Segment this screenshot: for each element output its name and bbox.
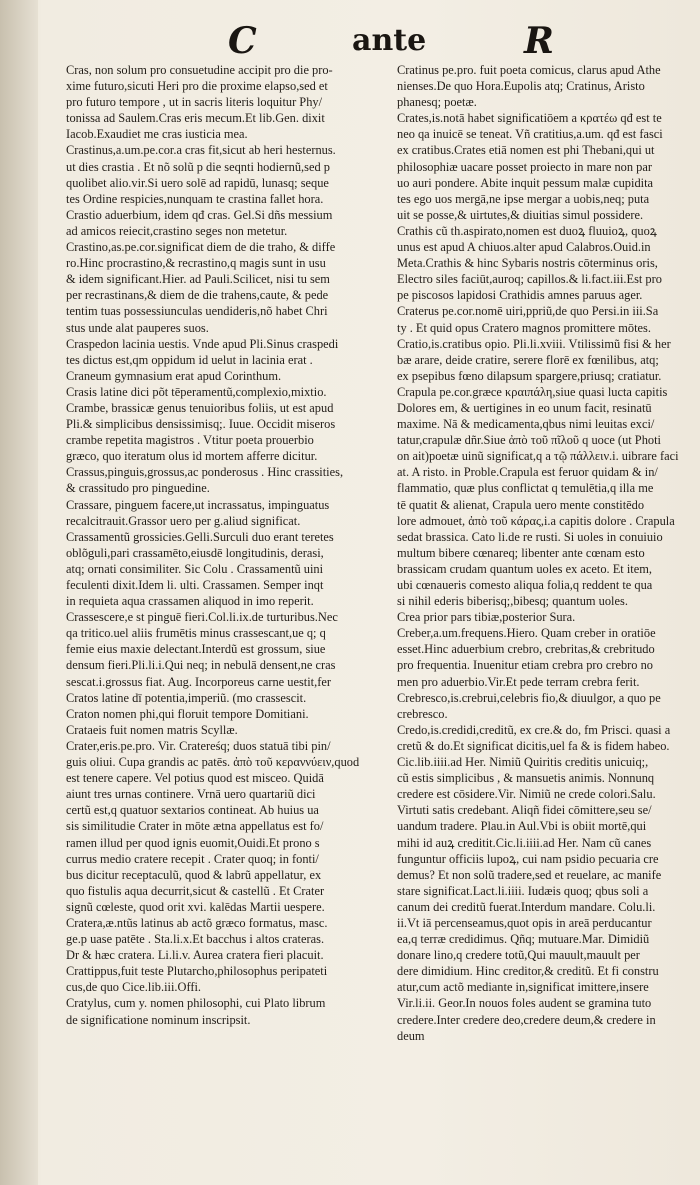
text-line: Cratio,is.cratibus opio. Pli.li.xviii. Vtilissimũ fisi & her xyxy=(397,336,671,351)
text-line: flammatio, quæ plus conflictat q temulētia,q illa me xyxy=(397,481,654,496)
text-line: tes dictus est,qm oppidum id uelut in lacinia erat . xyxy=(66,352,313,367)
text-line: ut dies crastia . Et nõ solũ p die seqnti hodiernũ,sed p xyxy=(66,159,330,174)
text-line: funguntur officiis lupoꝝ, cui nam psidio pecuaria cre xyxy=(397,851,659,866)
text-line: ge.p uase patēte . Sta.li.x.Et bacchus i altos crateras. xyxy=(66,932,325,947)
text-line: brassicam crudam quantum uoles ex aceto. Et item, xyxy=(397,561,652,576)
text-line: quolibet alio.vir.Si uero solē ad rapidū, lunasq; seque xyxy=(66,175,329,190)
text-line: Cratos latine dī potentia,imperiũ. (mo crassescit. xyxy=(66,690,307,705)
text-line: Pli.& simplicibus densissimisq;. Iuue. Occidit miseros xyxy=(66,417,336,432)
text-line: ramen illud per quod ignis euomit,Ouidi.Et prono s xyxy=(66,835,320,850)
text-line: esset.Hinc aduerbium crebro, crebritas,& crebritudo xyxy=(397,642,655,657)
text-line: Dr & hæc cratera. Li.li.v. Aurea cratera fieri placuit. xyxy=(66,948,324,963)
text-line: maxime. Nā & medicamenta,qbus nimi leuitas exci/ xyxy=(397,417,655,432)
text-line: Craspedon lacinia uestis. Vnde apud Pli.Sinus craspedi xyxy=(66,336,339,351)
text-line: Dolores em, & uertigines in eo unum facit, resinatū xyxy=(397,400,652,415)
binding-gutter xyxy=(0,0,38,1185)
text-line: & crassitudo pro pinguedine. xyxy=(66,481,210,496)
text-line: per recrastinans,& diem de die trahens,caute, & pede xyxy=(66,288,329,303)
text-line: deum xyxy=(397,1028,425,1043)
text-line: Credo,is.credidi,creditũ, ex cre.& do, fm Prisci. quasi a xyxy=(397,722,671,737)
text-line: ea,q terræ credidimus. Qñq; mutuare.Mar. Dimidiũ xyxy=(397,932,650,947)
text-line: crebresco. xyxy=(397,706,448,721)
text-line: femie eius maxie delectant.Interdũ est grossum, siue xyxy=(66,642,326,657)
text-line: Crates,is.notā habet significatiōem a κρατέω qđ est te xyxy=(397,111,662,126)
text-line: at. A risto. in Proble.Crapula est feruor quidam & in/ xyxy=(397,465,658,480)
text-line: Cras, non solum pro consuetudine accipit pro die pro- xyxy=(66,63,333,77)
text-line: Iacob.Exaudiet me cras iusticia mea. xyxy=(66,127,248,142)
text-line: Crathis cũ th.aspirato,nomen est duoꝝ fluuioꝝ, quoꝝ xyxy=(397,223,657,238)
text-line: men pro aduerbio.Vir.Et pede terram crebra ferit. xyxy=(397,674,640,689)
text-line: & idem significant.Hier. ad Pauli.Scilicet, nisi tu sem xyxy=(66,272,330,287)
text-line: atur,cum actõ mediante in,significat imittere,insere xyxy=(397,980,649,995)
text-line: uo auri pondere. Abite inquit pessum malæ cupidita xyxy=(397,175,654,190)
text-line: Crasis latine dici põt tēperamentũ,complexio,mixtio. xyxy=(66,384,327,399)
text-line: pro futuro tempore , ut in sacris literis loquitur Phy/ xyxy=(66,95,323,110)
text-line: Crea prior pars tibiæ,posterior Sura. xyxy=(397,610,576,625)
text-line: densum fieri.Pli.li.i.Qui neq; in nebulā densent,ne cras xyxy=(66,658,336,673)
text-line: pro frequentia. Inuenitur etiam crebra pro crebro no xyxy=(397,658,653,673)
text-line: unus est apud A chiuos.alter apud Calabros.Ouid.in xyxy=(397,240,651,255)
text-line: feculenti dixit.Idem li. ulti. Crassamen. Semper inqt xyxy=(66,578,324,592)
text-line: certũ est,q quatuor sextarios contineat. Ab huius ua xyxy=(66,803,319,818)
text-line: Cratinus pe.pro. fuit poeta comicus, clarus apud Athe xyxy=(397,63,661,77)
header-left-letter: C xyxy=(228,20,257,62)
text-line: neo qa inuicē se teneat. Vñ cratitius,a.um. qđ est fasci xyxy=(397,127,663,142)
header-right-letter: R xyxy=(524,20,554,62)
header-center-word: ante xyxy=(352,23,427,58)
text-line: ty . Et quid opus Cratero magnos promittere mōtes. xyxy=(397,320,651,335)
text-line: cus,de quo Cice.lib.iii.Offi. xyxy=(66,980,202,995)
text-line: donare lino,q credere totũ,Qui mauult,mauult per xyxy=(397,948,640,963)
text-line: guis oliui. Cupa grandis ac patēs. ἀπὸ τοῦ κεραννύειν,quod xyxy=(66,755,360,770)
text-line: Cratera,æ.ntũs latinus ab actõ græco formatus, masc. xyxy=(66,915,328,930)
text-line: canum dei creditũ fuerat.Interdum mandare. Colu.li. xyxy=(397,899,656,914)
text-line: qa tritico.uel aliis frumētis minus crassescant,ue q; q xyxy=(66,626,326,641)
text-line: Craton nomen phi,qui floruit tempore Domitiani. xyxy=(66,706,309,721)
text-line: pe piscosos lapidosi Crathidis amnes paruus ager. xyxy=(397,288,643,303)
text-line: Virtuti satis credebant. Aliqñ fidei cōmittere,seu se/ xyxy=(397,803,652,818)
text-line: credere est cōsidere.Vir. Nimiũ ne crede colori.Salu. xyxy=(397,787,656,802)
text-line: bus dicitur receptaculũ, quod & labrũ appellatur, ex xyxy=(66,867,322,882)
text-line: recalcitrauit.Grassor uero per g.aliud significat. xyxy=(66,513,301,528)
text-line: Meta.Crathis & hinc Sybaris nostris cōterminus oris, xyxy=(397,256,658,271)
text-line: atq; ornati consimiliter. Sic Colu . Crassamentũ uini xyxy=(66,561,324,576)
text-line: Crapula pe.cor.græce κραιπάλη,siue quasi lucta capitis xyxy=(397,384,668,399)
text-line: ro.Hinc procrastino,& recrastino,q magis sunt in usu xyxy=(66,256,326,271)
text-line: Craterus pe.cor.nomē uiri,ppriũ,de quo Persi.in iii.Sa xyxy=(397,304,659,319)
text-line: quo fistulis aqua decurrit,sicut & castellũ . Et Crater xyxy=(66,883,325,898)
text-line: phanesq; poetæ. xyxy=(397,95,477,110)
text-line: Crassus,pinguis,grossus,ac ponderosus . Hinc crassities, xyxy=(66,465,344,480)
text-line: dere dimidium. Hinc creditor,& creditũ. Et fi constru xyxy=(397,964,659,979)
text-line: cũ estis simplicibus , & mansuetis animis. Nonnunq xyxy=(397,771,655,786)
text-line: Crassamentũ grossicies.Gelli.Surculi duo erant teretes xyxy=(66,529,334,544)
text-line: est tenere capere. Vel potius quod est misceo. Quidā xyxy=(66,771,324,786)
text-line: sis similitudie Crater in mōte ætna appellatus est fo/ xyxy=(66,819,324,834)
text-line: ex cratibus.Crates etiā nomen est phi Thebani,qui ut xyxy=(397,143,655,158)
text-line: Cic.lib.iiii.ad Her. Nimiũ Quiritis creditis unicuiq;, xyxy=(397,755,649,770)
text-line: stare significat.Lact.li.iiii. Iudæis quoq; qbus soli a xyxy=(397,883,649,898)
text-line: sescat.i.grossus fiat. Aug. Incorporeus carne uestit,fer xyxy=(66,674,331,689)
left-column xyxy=(66,62,379,1028)
text-line: Crastio aduerbium, idem qđ cras. Gel.Si dñs messium xyxy=(66,207,333,222)
text-line: cretũ & do.Et significat dicitis,uel fa & is fidem habeo. xyxy=(397,738,670,753)
text-line: Crassescere,e st pinguē fieri.Col.li.ix.de turturibus.Nec xyxy=(66,610,338,625)
text-line: uit se posse,& uirtutes,& diuitias simul possidere. xyxy=(397,207,644,222)
text-line: Craneum gymnasium erat apud Corinthum. xyxy=(66,368,282,383)
text-line: tē quatit & alienat, Crapula uero mente constitēdo xyxy=(397,497,645,512)
text-line: philosophiæ uacare posset proiecto in mare non par xyxy=(397,159,652,174)
text-line: Crassare, pinguem facere,ut incrassatus, impinguatus xyxy=(66,497,330,512)
text-line: tes Ordine respicies,nunquam te crastina fallet hora. xyxy=(66,191,324,206)
text-line: de significatione nominum inscripsit. xyxy=(66,1012,251,1027)
text-line: Electro siles faciūt,auroq; capillos.& li.fact.iii.Est pro xyxy=(397,272,662,287)
text-line: oblõguli,pari crassamēto,eiusdē longitudinis, derasi, xyxy=(66,545,324,560)
text-line: sedat brassica. Cato li.de re rusti. Si uoles in conuiuio xyxy=(397,529,663,544)
text-line: Crattippus,fuit teste Plutarcho,philosophus peripateti xyxy=(66,964,328,979)
text-line: crambe repetita magistros . Vtitur poeta prouerbio xyxy=(66,433,314,448)
text-line: ii.Vt iā percenseamus,quot opis in areā perducantur xyxy=(397,915,652,930)
text-line: ex psepibus fœno dilapsum spargere,priusq; cratiatur. xyxy=(397,368,662,383)
text-line: Crastinus,a.um.pe.cor.a cras fit,sicut ab heri hesternus. xyxy=(66,143,336,158)
text-line: bæ arare, deide cratire, serere florē ex fœnilibus, atq; xyxy=(397,352,659,367)
text-line: stus unde alat pauperes suos. xyxy=(66,320,209,335)
right-column xyxy=(397,62,695,1044)
text-line: Vir.li.ii. Geor.In nouos foles audent se gramina tuto xyxy=(397,996,652,1011)
text-line: aiunt tres urnas continere. Vrnā uero quartariũ dici xyxy=(66,787,316,802)
text-line: credere.Inter credere deo,credere deum,& credere in xyxy=(397,1012,656,1027)
text-line: on ait)poetæ uinũ significat,q a τῷ πάλλειν.i. uibrare faci xyxy=(397,449,679,464)
text-line: tentim tuas possessiunculas uendideris,nõ habet Chri xyxy=(66,304,328,319)
text-line: Crastino,as.pe.cor.significat diem de die traho, & diffe xyxy=(66,240,336,255)
text-line: Crambe, brassicæ genus tenuioribus foliis, ut est apud xyxy=(66,400,334,415)
text-line: mihi id auꝝ creditit.Cic.li.iiii.ad Her. Nam cũ canes xyxy=(397,835,652,850)
text-line: Crater,eris.pe.pro. Vir. Cratereśq; duos statuā tibi pin/ xyxy=(66,738,331,753)
text-line: uandum tradere. Plau.in Aul.Vbi is obiit mortē,qui xyxy=(397,819,647,834)
text-line: xime futuro,sicuti Heri pro die proxime elapso,sed et xyxy=(66,79,328,94)
running-header xyxy=(0,18,700,68)
text-line: in requieta aqua crassamen aliquod in imo reperit. xyxy=(66,594,314,609)
text-line: Cratylus, cum y. nomen philosophi, cui Plato librum xyxy=(66,996,326,1011)
text-line: tonissa ad Saulem.Cras eris mecum.Et lib.Gen. dixit xyxy=(66,111,325,126)
text-line: tes ego uos mergā,ne ipse mergar a uobis,neq; puta xyxy=(397,191,650,206)
text-line: tatur,crapulæ dñr.Siue ἀπὸ τοῦ πῖλοῦ q uoce (ut Photi xyxy=(397,433,661,448)
text-line: nienses.De quo Hora.Eupolis atq; Cratinus, Aristo xyxy=(397,79,645,94)
text-line: demus? Et non solũ tradere,sed et reuelare, ac manife xyxy=(397,867,662,882)
text-line: Crataeis fuit nomen matris Scyllæ. xyxy=(66,722,238,737)
text-line: Creber,a.um.frequens.Hiero. Quam creber in oratiōe xyxy=(397,626,656,641)
text-line: græco, quo iteratum olus id mortem afferre dicitur. xyxy=(66,449,318,464)
text-line: signũ cœleste, quod orit xvi. kalēdas Martii uespere. xyxy=(66,899,325,914)
text-line: ubi cœnaueris comesto aliqua folia,q reddent te qua xyxy=(397,578,653,592)
text-line: Crebresco,is.crebrui,celebris fio,& diuulgor, a quo pe xyxy=(397,690,661,705)
text-line: lore admouet, ἀπὸ τοῦ κάρας,i.a capitis dolore . Crapula xyxy=(397,513,675,528)
text-line: currus medio cratere recepit . Crater quoq; in fonti/ xyxy=(66,851,319,866)
text-line: si nihil ederis biberisq;,bibesq; quantum uoles. xyxy=(397,594,628,609)
text-line: multum bibere cœnareq; libenter ante cœnam esto xyxy=(397,545,645,560)
text-line: ad amicos reiecit,crastino seges non metetur. xyxy=(66,223,288,238)
